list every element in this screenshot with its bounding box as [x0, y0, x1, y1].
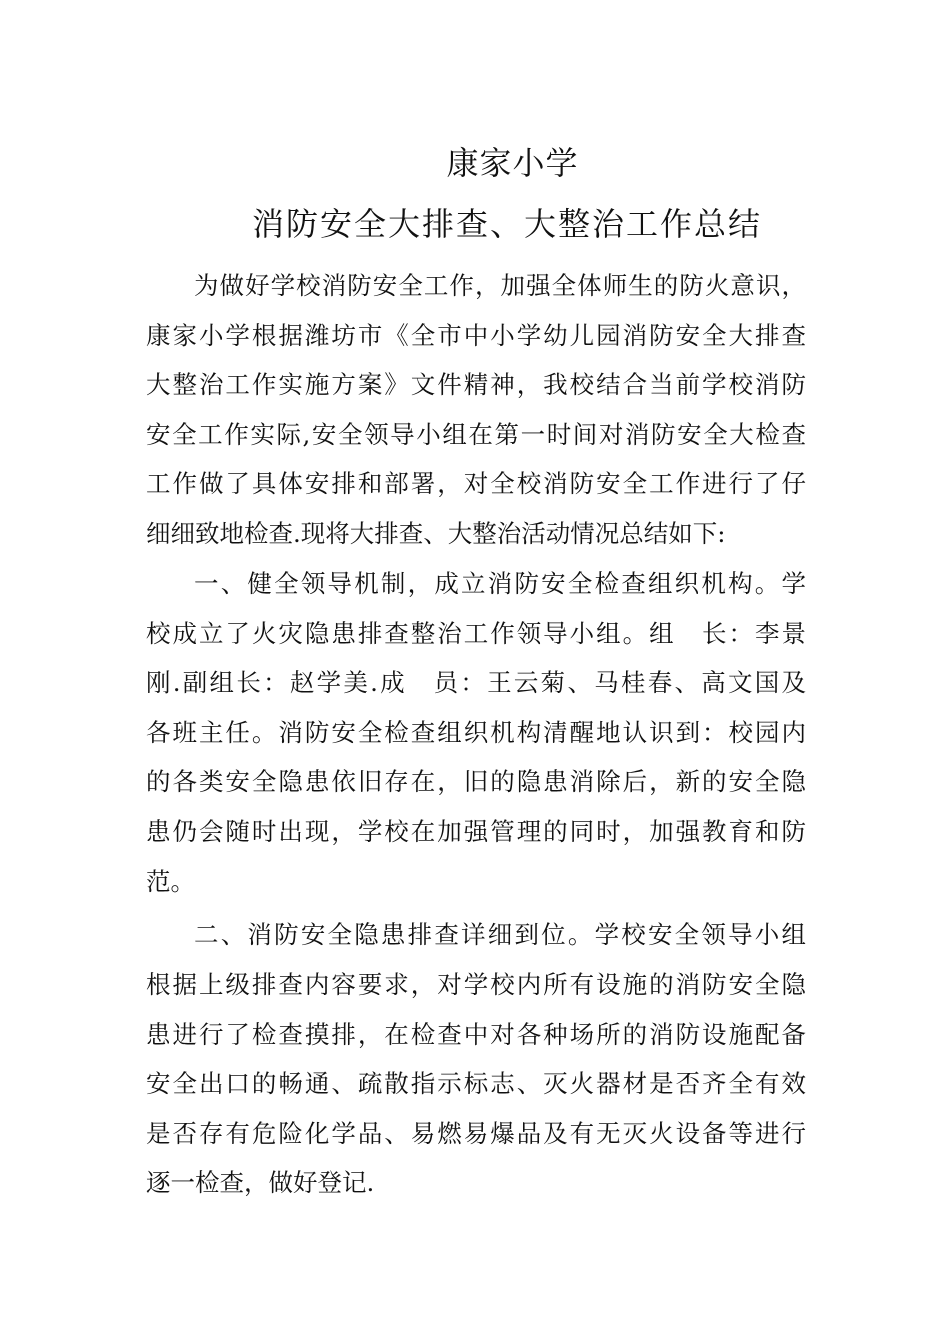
paragraph-2-line-6: 患仍会随时出现，学校在加强管理的同时，加强教育和防 — [146, 817, 806, 846]
paragraph-2-line-1: 一、健全领导机制，成立消防安全检查组织机构。学 — [194, 569, 806, 598]
document-title: 康家小学 — [446, 144, 579, 182]
paragraph-1-line-1: 为做好学校消防安全工作，加强全体师生的防火意识， — [194, 271, 806, 300]
paragraph-1-line-3: 大整治工作实施方案》文件精神，我校结合当前学校消防 — [146, 370, 806, 399]
paragraph-2-line-2: 校成立了火灾隐患排查整治工作领导小组。组 长：李景 — [146, 619, 806, 648]
paragraph-3-line-4: 安全出口的畅通、疏散指示标志、灭火器材是否齐全有效 — [146, 1069, 806, 1098]
paragraph-3-line-6: 逐一检查，做好登记. — [146, 1168, 375, 1197]
paragraph-1-line-6: 细细致地检查.现将大排查、大整治活动情况总结如下: — [146, 519, 726, 548]
paragraph-2-line-4: 各班主任。消防安全检查组织机构清醒地认识到：校园内 — [146, 718, 806, 747]
paragraph-3-line-3: 患进行了检查摸排，在检查中对各种场所的消防设施配备 — [146, 1020, 806, 1049]
paragraph-3-line-5: 是否存有危险化学品、易燃易爆品及有无灭火设备等进行 — [146, 1119, 806, 1148]
paragraph-3-line-2: 根据上级排查内容要求，对学校内所有设施的消防安全隐 — [146, 970, 806, 999]
paragraph-1-line-5: 工作做了具体安排和部署，对全校消防安全工作进行了仔 — [146, 469, 806, 498]
paragraph-2-line-7: 范。 — [146, 867, 195, 896]
paragraph-1-line-2: 康家小学根据潍坊市《全市中小学幼儿园消防安全大排查 — [146, 321, 806, 350]
paragraph-2-line-3: 刚.副组长：赵学美.成 员：王云菊、马桂春、高文国及 — [146, 668, 806, 697]
paragraph-1-line-4: 安全工作实际,安全领导小组在第一时间对消防安全大检查 — [146, 420, 806, 449]
document-subtitle: 消防安全大排查、大整治工作总结 — [252, 205, 763, 243]
paragraph-3-line-1: 二、消防安全隐患排查详细到位。学校安全领导小组 — [194, 920, 806, 949]
paragraph-2-line-5: 的各类安全隐患依旧存在，旧的隐患消除后，新的安全隐 — [146, 767, 806, 796]
